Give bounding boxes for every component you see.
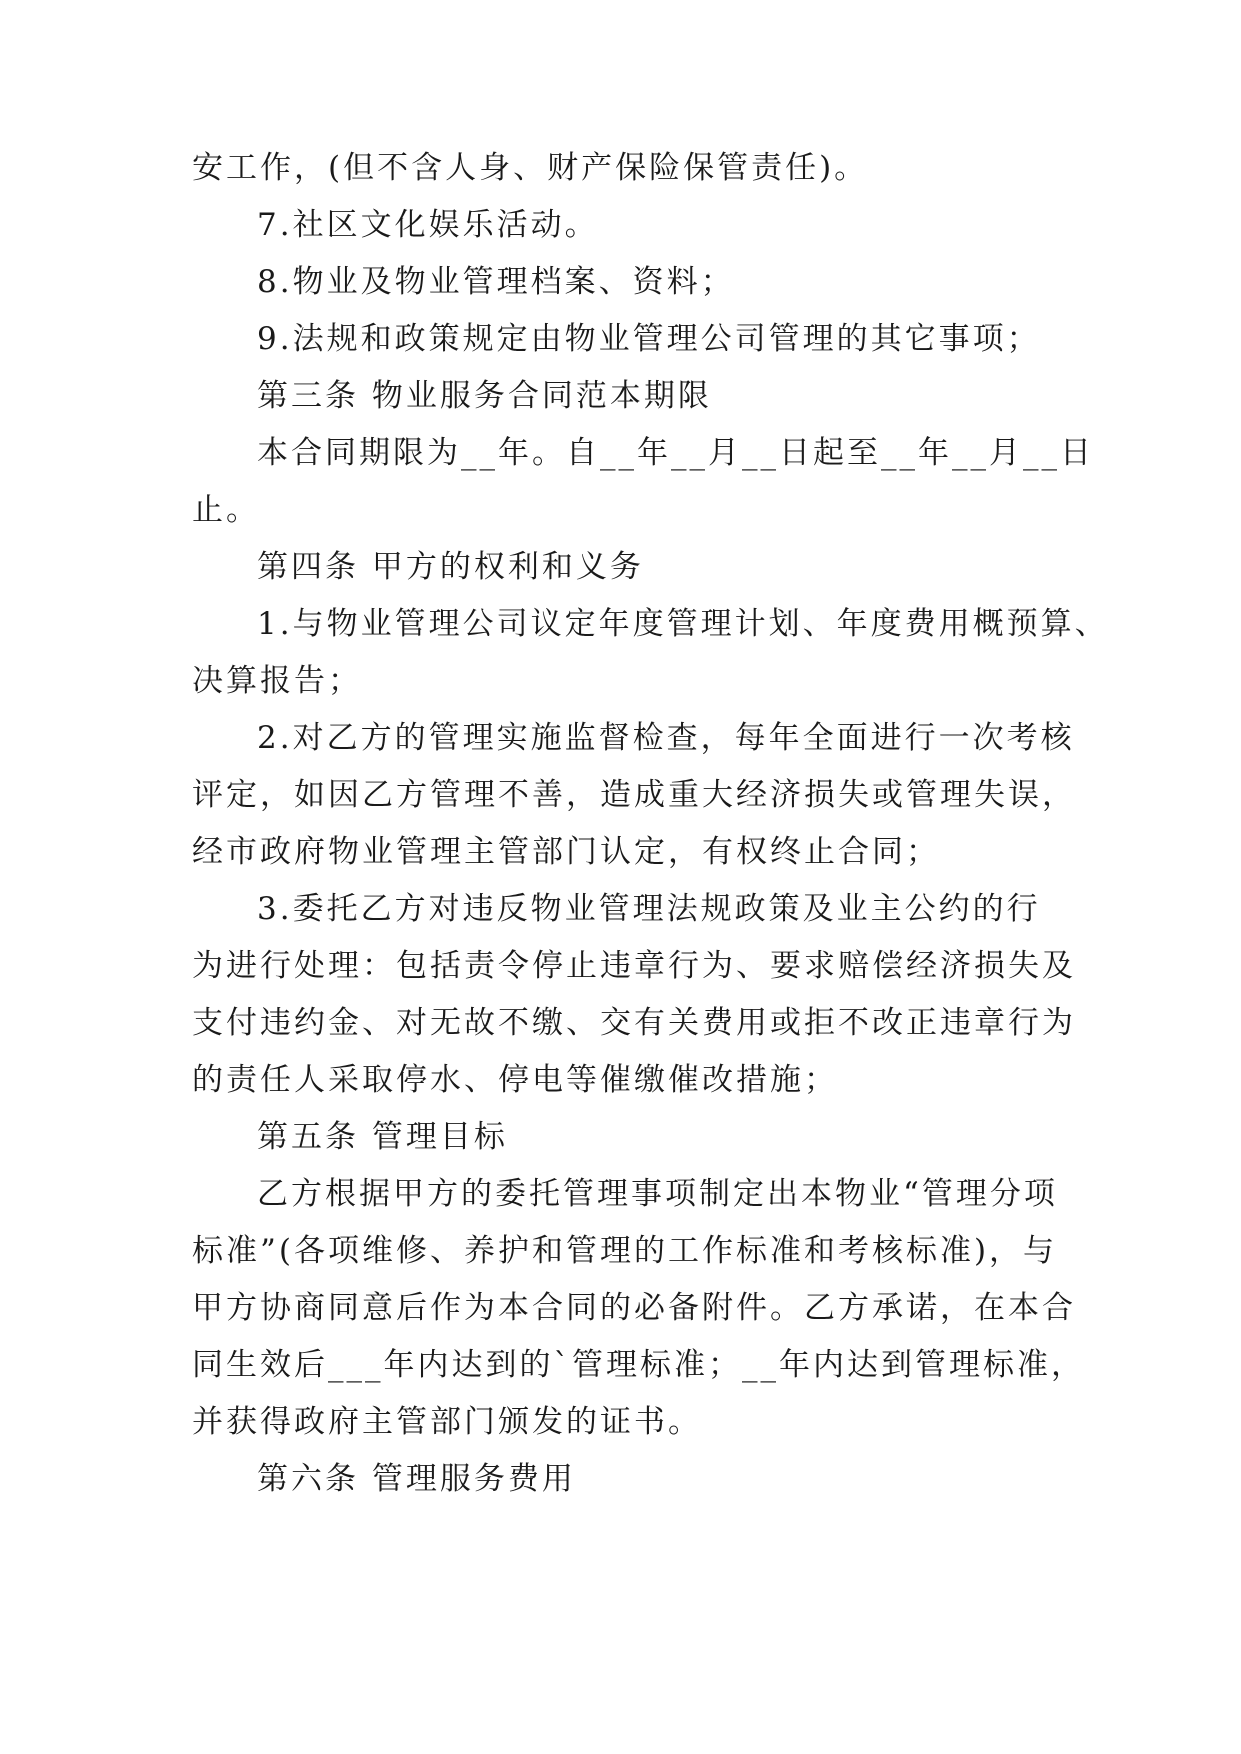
text-line: 3.委托乙方对违反物业管理法规政策及业主公约的行	[257, 891, 1041, 927]
text-line: 8.物业及物业管理档案、资料；	[257, 264, 735, 300]
text-line: 7.社区文化娱乐活动。	[257, 207, 599, 243]
text-line: 为进行处理：包括责令停止违章行为、要求赔偿经济损失及	[192, 948, 1076, 984]
section-heading: 第四条 甲方的权利和义务	[257, 549, 644, 585]
text-line: 标准”(各项维修、养护和管理的工作标准和考核标准)，与	[192, 1233, 1058, 1269]
text-line: 同生效后___年内达到的`管理标准；__年内达到管理标准，	[192, 1347, 1085, 1383]
section-heading: 第五条 管理目标	[257, 1119, 508, 1155]
text-line: 经市政府物业管理主管部门认定，有权终止合同；	[192, 834, 940, 870]
text-line: 本合同期限为__年。自__年__月__日起至__年__月__日	[257, 435, 1094, 471]
text-line: 止。	[192, 492, 260, 528]
text-line: 的责任人采取停水、停电等催缴催改措施；	[192, 1062, 838, 1098]
text-line: 并获得政府主管部门颁发的证书。	[192, 1404, 702, 1440]
text-line: 评定，如因乙方管理不善，造成重大经济损失或管理失误，	[192, 777, 1076, 813]
text-line: 1.与物业管理公司议定年度管理计划、年度费用概预算、	[257, 606, 1109, 642]
section-heading: 第三条 物业服务合同范本期限	[257, 378, 712, 414]
text-line: 乙方根据甲方的委托管理事项制定出本物业“管理分项	[257, 1176, 1058, 1212]
text-line: 安工作，(但不含人身、财产保险保管责任)。	[192, 150, 869, 186]
text-line: 9.法规和政策规定由物业管理公司管理的其它事项；	[257, 321, 1041, 357]
text-line: 支付违约金、对无故不缴、交有关费用或拒不改正违章行为	[192, 1005, 1076, 1041]
text-line: 2.对乙方的管理实施监督检查，每年全面进行一次考核	[257, 720, 1075, 756]
section-heading: 第六条 管理服务费用	[257, 1461, 576, 1497]
text-line: 甲方协商同意后作为本合同的必备附件。乙方承诺，在本合	[192, 1290, 1076, 1326]
text-line: 决算报告；	[192, 663, 362, 699]
